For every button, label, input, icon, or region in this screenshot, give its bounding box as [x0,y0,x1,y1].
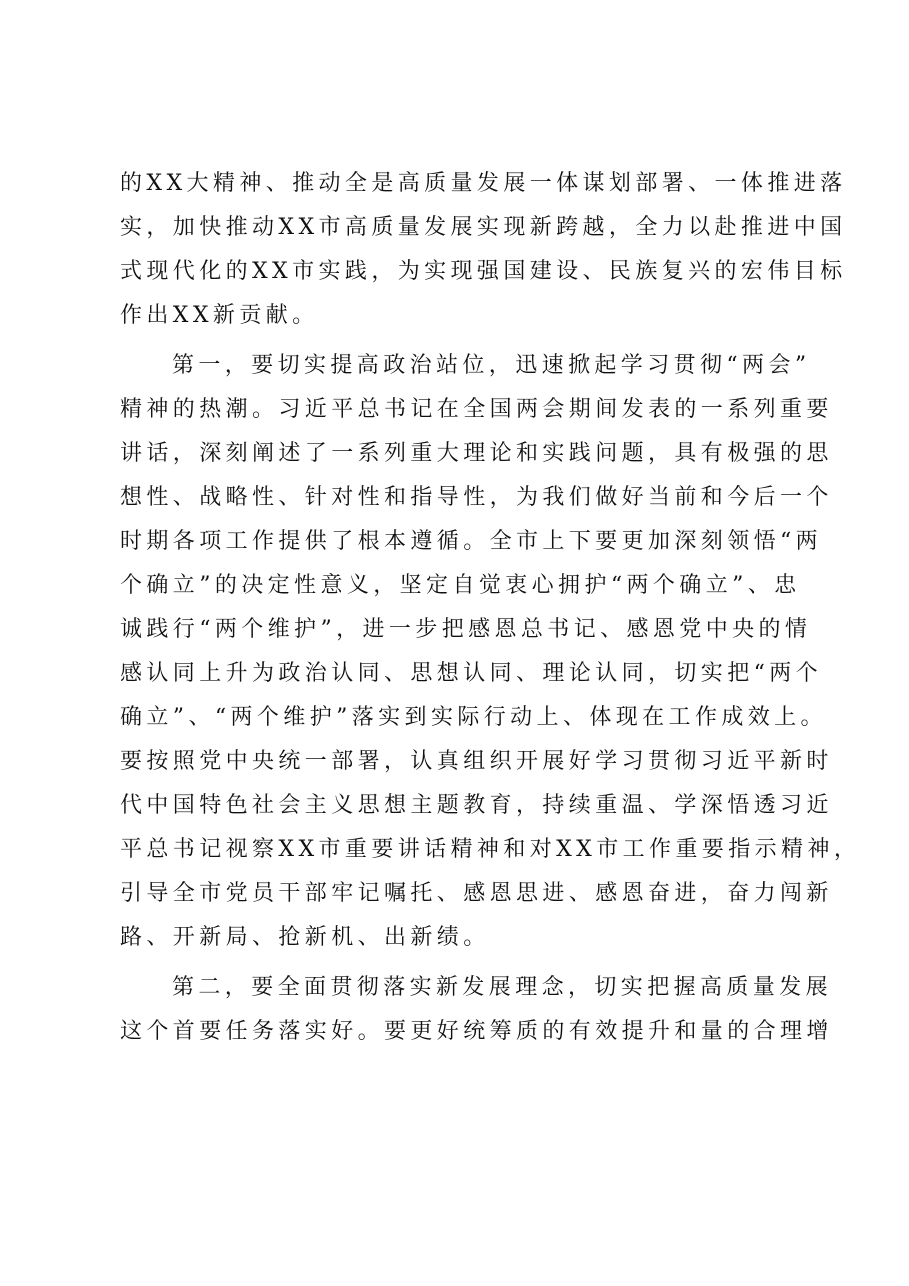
paragraph-2-line-6: 个确立”的决定性意义，坚定自觉衷心拥护“两个确立”、忠 [120,573,801,598]
paragraph-2-line-4: 想性、战略性、针对性和指导性，为我们做好当前和今后一个 [120,485,833,510]
paragraph-2-line-1: 第一，要切实提高政治站位，迅速掀起学习贯彻“两会” [172,353,811,378]
paragraph-3-line-2: 这个首要任务落实好。要更好统筹质的有效提升和量的合理增 [120,1019,833,1044]
paragraph-2-line-8: 感认同上升为政治认同、思想认同、理论认同，切实把“两个 [120,661,823,686]
paragraph-1-line-2: 实，加快推动XX市高质量发展实现新跨越，全力以赴推进中国 [120,215,847,240]
paragraph-2-line-12: 平总书记视察XX市重要讲话精神和对XX市工作重要指示精神， [120,837,861,862]
paragraph-1-line-1: 的XX大精神、推动全是高质量发展一体谋划部署、一体推进落 [120,171,847,196]
paragraph-2-line-9: 确立”、“两个维护”落实到实际行动上、体现在工作成效上。 [120,705,827,730]
paragraph-3-line-1: 第二，要全面贯彻落实新发展理念，切实把握高质量发展 [172,975,833,1000]
paragraph-1-line-3: 式现代化的XX市实践，为实现强国建设、民族复兴的宏伟目标 [120,259,847,284]
paragraph-2-line-14: 路、开新局、抢新机、出新绩。 [120,925,490,950]
paragraph-2-line-2: 精神的热潮。习近平总书记在全国两会期间发表的一系列重要 [120,397,833,422]
paragraph-1-line-4: 作出XX新贡献。 [120,303,319,328]
paragraph-2-line-13: 引导全市党员干部牢记嘱托、感恩思进、感恩奋进，奋力闯新 [120,881,833,906]
paragraph-2-line-11: 代中国特色社会主义思想主题教育，持续重温、学深悟透习近 [120,793,833,818]
paragraph-2-line-5: 时期各项工作提供了根本遵循。全市上下要更加深刻领悟“两 [120,529,823,554]
paragraph-2-line-7: 诚践行“两个维护”，进一步把感恩总书记、感恩党中央的情 [120,617,812,642]
paragraph-2-line-3: 讲话，深刻阐述了一系列重大理论和实践问题，具有极强的思 [120,441,833,466]
paragraph-2-line-10: 要按照党中央统一部署，认真组织开展好学习贯彻习近平新时 [120,749,833,774]
